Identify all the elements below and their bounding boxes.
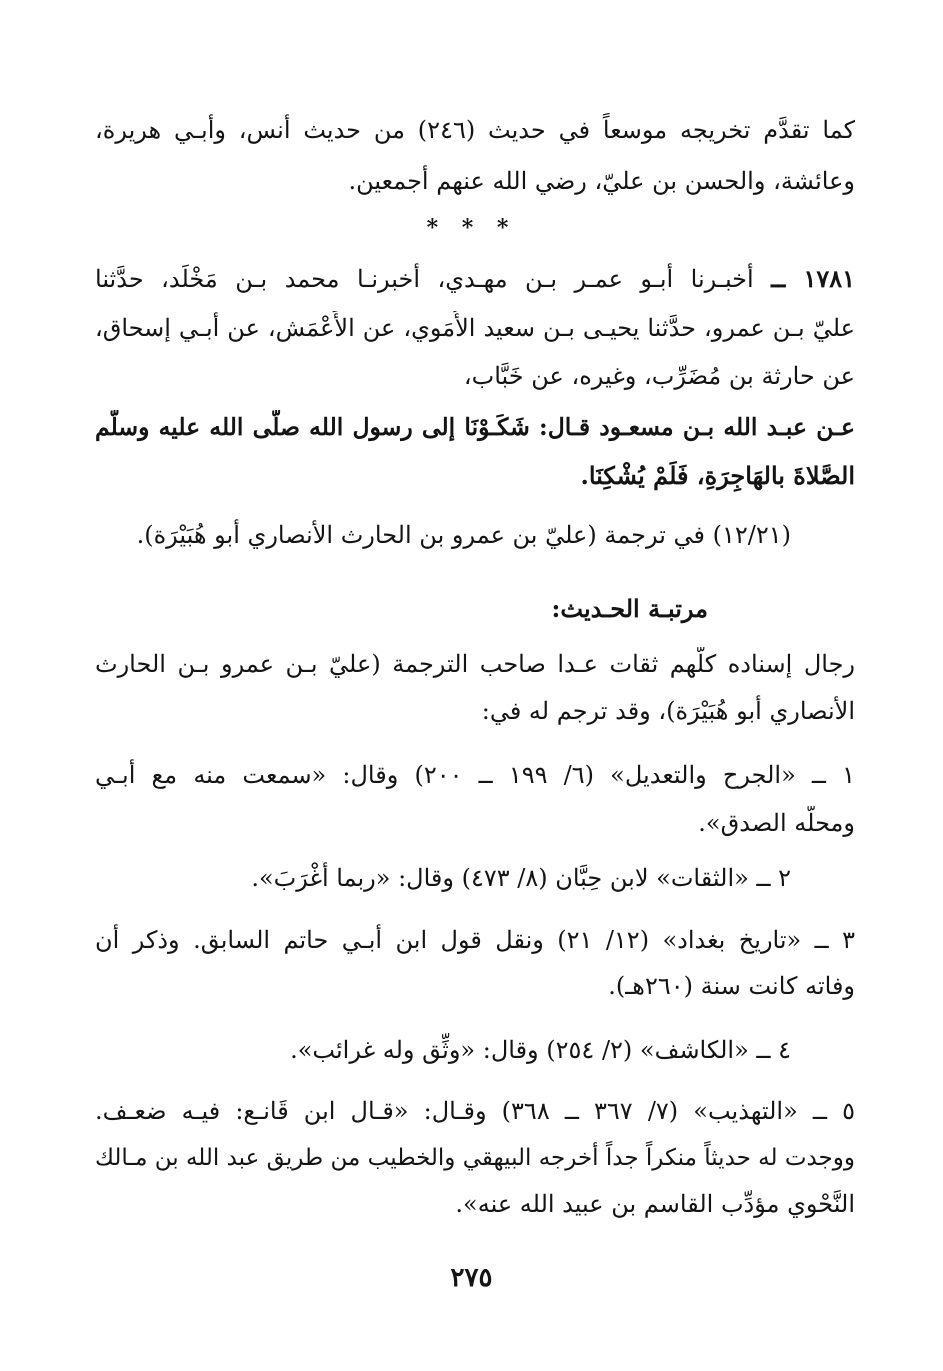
- grade-line-1: رجال إسناده كلُّهم ثقات عـدا صاحب الترجمة (عليّ بـن عمرو بـن الحارث: [95, 650, 855, 678]
- source-4-line-1: ٤ ــ «الكاشف» (٢/ ٢٥٤) وقال: «وثِّق وله غرائب».: [290, 1036, 791, 1064]
- hadith-chain-line-1: [95, 262, 855, 296]
- source-3-line-1: ٣ ــ «تاريخ بغداد» (١٢/ ٢١) ونقل قول ابن أبـي حاتم السابق. وذكر أن: [95, 926, 855, 954]
- page-number: ٢٧٥: [450, 1263, 493, 1293]
- hadith-chain-line-3: عن حارثة بن مُضَرِّب، وغيره، عن خَبَّاب،: [463, 362, 855, 390]
- source-5-line-1: ٥ ــ «التهذيب» (٧/ ٣٦٧ ــ ٣٦٨) وقـال: «قـال ابن قَانـع: فيـه ضعـف.: [95, 1097, 855, 1125]
- source-3-line-2: وفاته كانت سنة (٢٦٠هـ).: [608, 972, 855, 1000]
- intro-line-2: وعائشة، والحسن بن عليّ، رضي الله عنهم أجمعين.: [348, 167, 855, 195]
- intro-line-1: كما تقدَّم تخريجه موسعاً في حديث (٢٤٦) من حديث أنس، وأبـي هريرة،: [95, 116, 855, 144]
- hadith-chain-text-1: أخبـرنا أبـو عمـر بـن مهـدي، أخبرنـا محمد بـن مَخْلَد، حدَّثنا: [95, 265, 754, 293]
- source-2-line-1: ٢ ــ «الثقات» لابن حِبَّان (٨/ ٤٧٣) وقال: «ربما أَغْرَبَ».: [251, 864, 791, 892]
- source-5-line-2: ووجدت له حديثاً منكراً جداً أخرجه البيهقي والخطيب من طريق عبد الله بن مـالك: [95, 1145, 855, 1171]
- grade-heading: مرتبـة الحـديث:: [551, 594, 708, 623]
- hadith-reference: (١٢/٢١) في ترجمة (عليّ بن عمرو بن الحارث الأنصاري أبو هُبَيْرَة).: [136, 521, 791, 549]
- hadith-text-line-1: عـن عبـد الله بـن مسعـود قـال: شَكَـوْنَا إلى رسول الله صلَّى الله عليه وسلَّم: [95, 413, 855, 441]
- grade-line-2: الأنصاري أبو هُبَيْرَة)، وقد ترجم له في:: [481, 697, 855, 725]
- section-separator: * * *: [426, 215, 517, 241]
- hadith-text-line-2: الصَّلاةَ بالهَاجِرَةِ، فَلَمْ يُشْكِنَا.: [580, 461, 855, 490]
- source-1-line-2: ومحلُّه الصدق».: [698, 809, 855, 837]
- hadith-chain-line-2: عليّ بـن عمرو، حدَّثنا يحيـى بـن سعيد الأُمَوي، عن الأَعْمَش، عن أبـي إسحاق،: [95, 314, 855, 342]
- source-5-line-3: النَّحْوي مؤدِّب القاسم بن عبيد الله عنه».: [455, 1190, 855, 1218]
- source-1-line-1: ١ ــ «الجرح والتعديل» (٦/ ١٩٩ ــ ٢٠٠) وقال: «سمعت منه مع أبـي: [95, 761, 855, 789]
- hadith-number: ١٧٨١ ــ: [771, 264, 855, 293]
